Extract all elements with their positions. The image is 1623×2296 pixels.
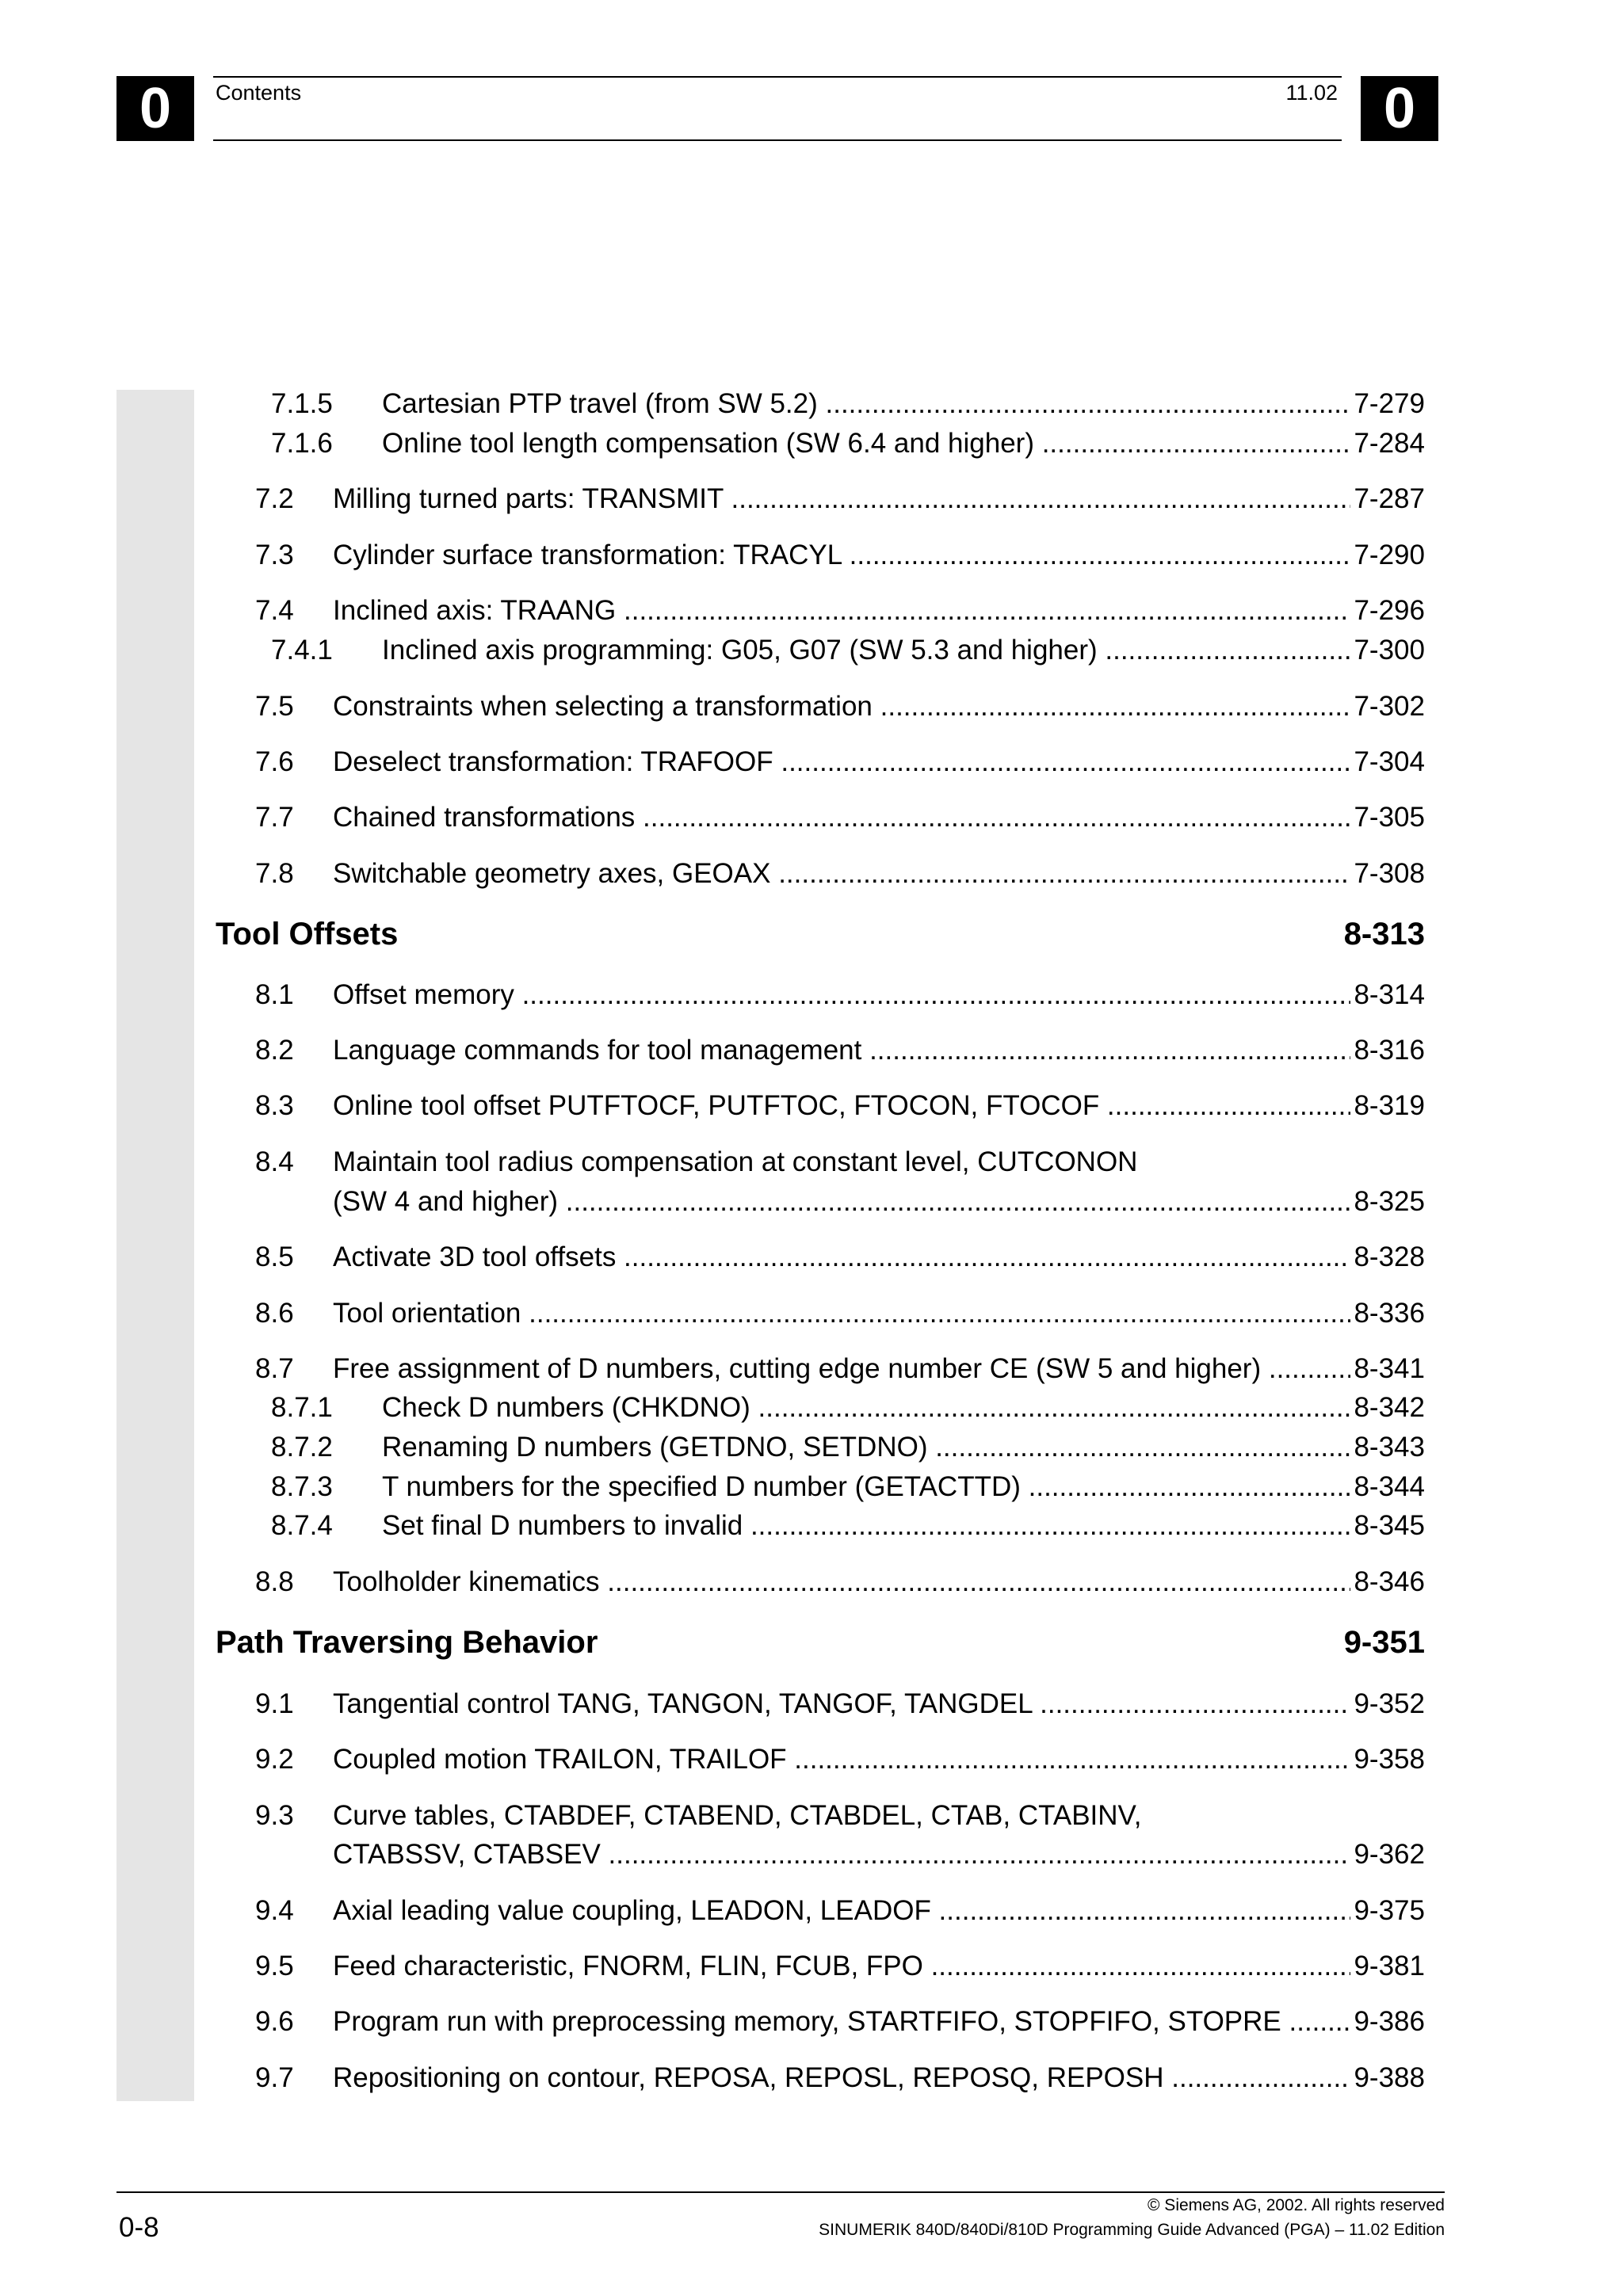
footer-edition: SINUMERIK 840D/840Di/810D Programming Guide Advanced (PGA) – 11.02 Edition [819,2221,1445,2239]
header-rule-bottom [213,139,1342,141]
toc-entry-number: 7.4 [255,595,294,626]
toc-entry-number: 9.5 [255,1951,294,1981]
toc-entry-title: Online tool offset PUTFTOCF, PUTFTOC, FTOCON, FTOCOF ..... [333,1085,1350,1127]
toc-entry[interactable] [206,1946,1425,1987]
toc-entry[interactable] [206,1427,1425,1468]
toc-entry-number: 9.6 [255,2006,294,2037]
toc-entry-page: 9-375 [1354,1895,1425,1926]
toc-entry-number: 7.2 [255,483,294,514]
toc-entry[interactable] [206,383,1425,425]
toc-entry-title: Curve tables, CTABDEF, CTABEND, CTABDEL, CTAB, CTABINV, [333,1800,1142,1831]
toc-entry-number: 8.7.3 [271,1471,333,1502]
toc-entry-number: 9.1 [255,1688,294,1719]
toc-entry-number: 9.4 [255,1895,294,1926]
toc-entry-page: 8-314 [1354,979,1425,1010]
toc-entry[interactable] [206,2058,1425,2099]
toc-entry-number: 8.7.1 [271,1392,333,1423]
toc-entry-page: 9-381 [1354,1951,1425,1981]
toc-entry-title: Cartesian PTP travel (from SW 5.2) ..... [382,383,1350,425]
toc-entry[interactable] [206,590,1425,631]
toc-entry-number: 8.7.4 [271,1510,333,1541]
toc-entry-page: 7-308 [1354,858,1425,889]
toc-entry-title: Set final D numbers to invalid ..... [382,1505,1350,1547]
toc-entry-page: 9-362 [1354,1839,1425,1870]
toc-entry-page: 8-325 [1354,1186,1425,1217]
toc-entry-page: 8-328 [1354,1241,1425,1272]
toc-chapter-heading[interactable] [216,1620,1425,1665]
chapter-page: 9-351 [1343,1625,1425,1660]
toc-entry[interactable] [206,1562,1425,1603]
toc-entry[interactable] [206,1739,1425,1780]
toc-entry-number: 7.6 [255,746,294,777]
toc-entry-number: 7.7 [255,802,294,833]
toc-entry[interactable] [206,2001,1425,2042]
toc-entry[interactable] [206,1890,1425,1932]
toc-entry-page: 7-304 [1354,746,1425,777]
toc-entry-number: 8.7.2 [271,1432,333,1463]
toc-entry[interactable] [206,686,1425,727]
header-rule-top [213,76,1342,78]
chapter-number-box-right: 0 [1361,76,1438,141]
toc-entry-page: 7-284 [1354,428,1425,459]
toc-entry-number: 8.8 [255,1566,294,1597]
toc-entry[interactable] [206,535,1425,576]
toc-entry-title: Activate 3D tool offsets ..... [333,1237,1350,1278]
toc-entry-title: Free assignment of D numbers, cutting edge number CE (SW 5 and higher) ..... [333,1348,1350,1390]
chapter-page: 8-313 [1343,917,1425,952]
toc-entry-title: Maintain tool radius compensation at constant level, CUTCONON [333,1146,1138,1177]
toc-entry-title: Language commands for tool management ..... [333,1030,1350,1071]
toc-entry-page: 7-296 [1354,595,1425,626]
toc-entry-number: 8.3 [255,1090,294,1121]
toc-entry-number: 7.4.1 [271,635,333,666]
toc-entry-title: Chained transformations ..... [333,797,1350,838]
toc-entry-page: 8-342 [1354,1392,1425,1423]
toc-entry-number: 9.3 [255,1800,294,1831]
toc-entry-title: Coupled motion TRAILON, TRAILOF ..... [333,1739,1350,1780]
toc-entry-title: CTABSSV, CTABSEV ..... [333,1834,1350,1875]
toc-entry[interactable] [206,853,1425,894]
toc-entry-page: 8-345 [1354,1510,1425,1541]
toc-entry-title: (SW 4 and higher) ..... [333,1181,1350,1222]
toc-entry-line1[interactable] [206,1795,1425,1836]
toc-entry-page: 8-336 [1354,1298,1425,1329]
toc-entry-page: 9-352 [1354,1688,1425,1719]
toc-entry-line1[interactable] [206,1142,1425,1183]
toc-entry[interactable] [206,1085,1425,1127]
toc-entry-title: Milling turned parts: TRANSMIT ..... [333,479,1350,520]
toc-chapter-heading[interactable] [216,912,1425,956]
chapter-title: Tool Offsets [216,917,399,952]
toc-entry-number: 8.5 [255,1241,294,1272]
toc-entry-page: 7-290 [1354,540,1425,570]
toc-entry[interactable] [206,1466,1425,1508]
toc-entry[interactable] [206,742,1425,783]
chapter-number-box: 0 [116,76,194,141]
toc-entry-number: 7.1.5 [271,388,333,419]
toc-entry-number: 9.2 [255,1744,294,1775]
toc-entry-title: Inclined axis programming: G05, G07 (SW 5.3 and higher) ..... [382,630,1350,671]
toc-entry[interactable] [206,1030,1425,1071]
toc-entry-number: 8.6 [255,1298,294,1329]
toc-entry-title: Online tool length compensation (SW 6.4 and higher) ..... [382,423,1350,464]
change-bar [116,390,194,2101]
footer-page-number: 0-8 [119,2212,159,2243]
toc-entry[interactable] [206,1387,1425,1428]
toc-entry-line2[interactable] [206,1181,1425,1222]
toc-entry-title: Feed characteristic, FNORM, FLIN, FCUB, FPO ..... [333,1946,1350,1987]
toc-entry-number: 7.8 [255,858,294,889]
footer-copyright: © Siemens AG, 2002. All rights reserved [1148,2196,1445,2214]
chapter-title: Path Traversing Behavior [216,1625,598,1660]
toc-entry-title: Inclined axis: TRAANG ..... [333,590,1350,631]
toc-entry-title: T numbers for the specified D number (GETACTTD) ..... [382,1466,1350,1508]
toc-entry-page: 8-344 [1354,1471,1425,1502]
toc-entry-page: 7-302 [1354,691,1425,722]
toc-entry-number: 7.1.6 [271,428,333,459]
toc-entry[interactable] [206,797,1425,838]
toc-entry[interactable] [206,1505,1425,1547]
toc-entry-number: 7.3 [255,540,294,570]
toc-entry-title: Tool orientation ..... [333,1293,1350,1334]
toc-entry-page: 9-386 [1354,2006,1425,2037]
toc-entry[interactable] [206,630,1425,671]
toc-entry-number: 7.5 [255,691,294,722]
toc-entry[interactable] [206,1293,1425,1334]
toc-entry[interactable] [206,1348,1425,1390]
toc-entry-number: 8.7 [255,1353,294,1384]
toc-entry-number: 9.7 [255,2062,294,2093]
header-date: 11.02 [1285,81,1338,105]
toc-entry-title: Offset memory ..... [333,974,1350,1016]
toc-entry-title: Axial leading value coupling, LEADON, LEADOF ..... [333,1890,1350,1932]
toc-entry-page: 7-287 [1354,483,1425,514]
toc-entry-title: Program run with preprocessing memory, STARTFIFO, STOPFIFO, STOPRE ..... [333,2001,1350,2042]
toc-entry[interactable] [206,1684,1425,1725]
toc-entry-title: Repositioning on contour, REPOSA, REPOSL, REPOSQ, REPOSH ..... [333,2058,1350,2099]
toc-entry-title: Cylinder surface transformation: TRACYL ..... [333,535,1350,576]
toc-entry-title: Toolholder kinematics ..... [333,1562,1350,1603]
toc-entry[interactable] [206,1237,1425,1278]
toc-entry-page: 7-300 [1354,635,1425,666]
toc-entry[interactable] [206,423,1425,464]
toc-entry-page: 9-388 [1354,2062,1425,2093]
toc-entry-page: 7-279 [1354,388,1425,419]
toc-entry-page: 8-316 [1354,1035,1425,1066]
toc-entry[interactable] [206,974,1425,1016]
toc-entry-title: Check D numbers (CHKDNO) ..... [382,1387,1350,1428]
toc-entry-title: Tangential control TANG, TANGON, TANGOF, TANGDEL ..... [333,1684,1350,1725]
toc-entry-page: 8-346 [1354,1566,1425,1597]
toc-entry[interactable] [206,479,1425,520]
toc-entry-line2[interactable] [206,1834,1425,1875]
toc-entry-title: Deselect transformation: TRAFOOF ..... [333,742,1350,783]
toc-entry-page: 8-343 [1354,1432,1425,1463]
footer-rule [116,2191,1445,2193]
toc-entry-title: Renaming D numbers (GETDNO, SETDNO) ..... [382,1427,1350,1468]
toc-entry-number: 8.2 [255,1035,294,1066]
toc-entry-page: 7-305 [1354,802,1425,833]
toc-entry-number: 8.1 [255,979,294,1010]
toc-entry-number: 8.4 [255,1146,294,1177]
toc-entry-page: 8-319 [1354,1090,1425,1121]
header-section-title: Contents [216,81,302,105]
toc-entry-page: 9-358 [1354,1744,1425,1775]
toc-entry-page: 8-341 [1354,1353,1425,1384]
toc-entry-title: Switchable geometry axes, GEOAX ..... [333,853,1350,894]
toc-entry-title: Constraints when selecting a transformation ..... [333,686,1350,727]
